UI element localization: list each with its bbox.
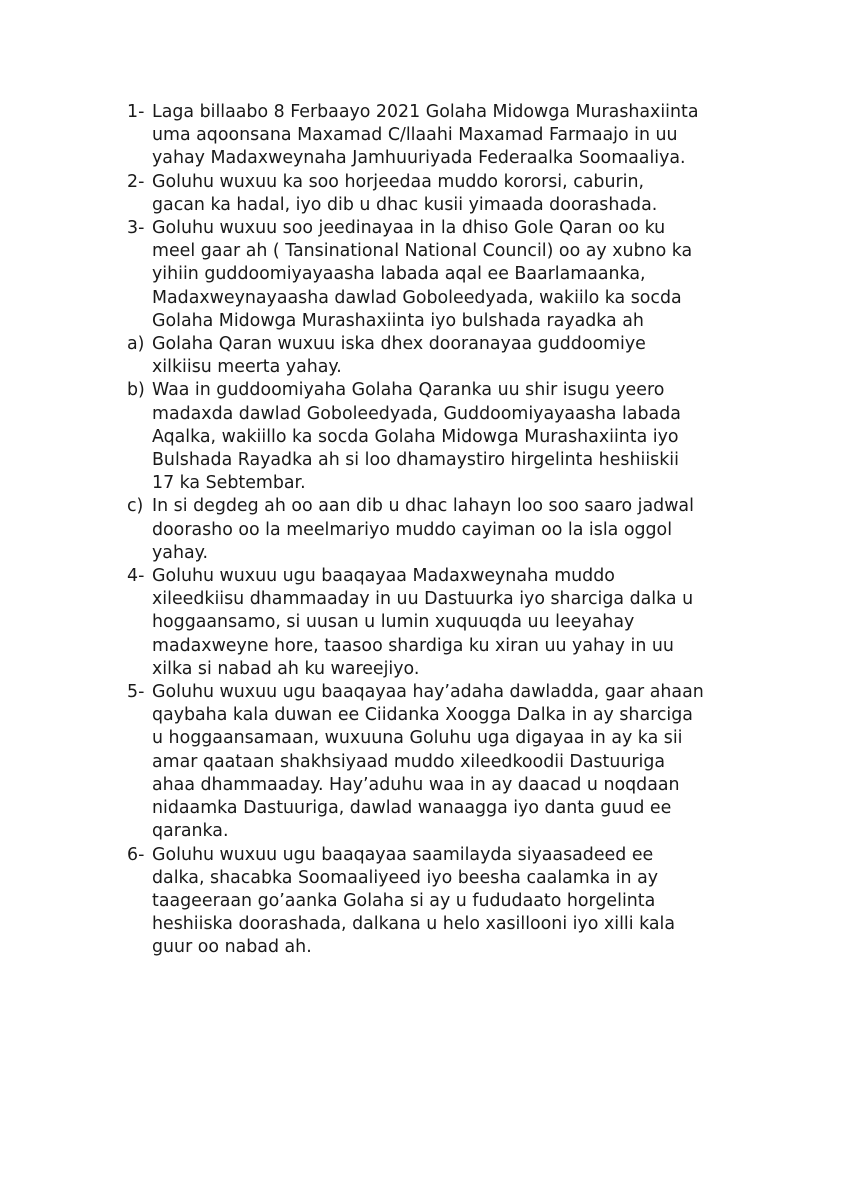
list-marker: c) [127, 496, 144, 517]
list-item-4 [127, 565, 767, 681]
list-item-text: Goluhu wuxuu ugu baaqayaa saamilayda siyaasadeed ee dalka, shacabka Soomaaliyeed iyo beesha caalamka in ay taageeraan go’aanka Golaha si ay u fududaato horgelinta heshiiska doorashada, dalkana u helo xasillooni iyo xilli kala guur oo nabad ah. [152, 844, 676, 958]
list-item-text: Goluhu wuxuu soo jeedinayaa in la dhiso Gole Qaran oo ku meel gaar ah ( Tansinational National Council) oo ay xubno ka yihiin guddoomiyayaasha labada aqal ee Baarlamaanka, Madaxweynayaasha dawlad Goboleedyada, wakiilo ka socda Golaha Midowga Murashaxiinta iyo bulshada rayadka ah [152, 218, 693, 331]
list-marker: a) [127, 334, 145, 355]
list-marker: b) [127, 380, 145, 401]
list-item-5 [127, 681, 767, 843]
list-marker: 3- [127, 218, 145, 239]
list-marker: 1- [127, 102, 145, 122]
list-item-text: In si degdeg ah oo aan dib u dhac lahayn loo soo saaro jadwal doorasho oo la meelmariyo muddo cayiman oo la isla oggol yahay. [152, 496, 694, 563]
list-item-text: Golaha Qaran wuxuu iska dhex dooranayaa guddoomiye xilkiisu meerta yahay. [152, 334, 646, 378]
list-marker: 6- [127, 844, 145, 865]
list-item-6 [127, 844, 767, 960]
list-item-c [127, 495, 767, 565]
list-item-a [127, 333, 767, 379]
list-item-2 [127, 171, 767, 217]
list-item-text: Goluhu wuxuu ugu baaqayaa Madaxweynaha muddo xileedkiisu dhammaaday in uu Dastuurka iyo sharciga dalka u hoggaansamo, si uusan u lumin xuquuqda uu leeyahay madaxweyne hore, taasoo shardiga ku xiran uu yahay in uu xilka si nabad ah ku wareejiyo. [152, 566, 694, 679]
list-marker: 5- [127, 682, 145, 703]
list-item-text: Waa in guddoomiyaha Golaha Qaranka uu shir isugu yeero madaxda dawlad Goboleedyada, Guddoomiyayaasha labada Aqalka, wakiillo ka socda Golaha Midowga Murashaxiinta iyo Bulshada Rayadka ah si loo dhamaystiro hirgelinta heshiiskii 17 ka Sebtembar. [152, 380, 681, 494]
list-item-b [127, 379, 767, 495]
list-item-text: Goluhu wuxuu ka soo horjeedaa muddo kororsi, caburin, gacan ka hadal, iyo dib u dhac kusii yimaada doorashada. [152, 171, 658, 215]
list-item-1 [127, 101, 767, 171]
list-marker: 2- [127, 171, 145, 192]
list-item-3 [127, 217, 767, 333]
list-marker: 4- [127, 566, 145, 587]
resolution-list [127, 101, 767, 960]
list-item-text: Goluhu wuxuu ugu baaqayaa hay’adaha dawladda, gaar ahaan qaybaha kala duwan ee Ciidanka Xoogga Dalka in ay sharciga u hoggaansamaan, wuxuuna Goluhu uga digayaa in ay ka sii amar qaataan shakhsiyaad muddo xileedkoodii Dastuuriga ahaa dhammaaday. Hay’aduhu waa in ay daacad u noqdaan nidaamka Dastuuriga, dawlad wanaagga iyo danta guud ee qaranka. [152, 682, 704, 842]
list-item-text: Laga billaabo 8 Ferbaayo 2021 Golaha Midowga Murashaxiinta uma aqoonsana Maxamad C/llaahi Maxamad Farmaajo in uu yahay Madaxweynaha Jamhuuriyada Federaalka Soomaaliya. [152, 102, 699, 169]
